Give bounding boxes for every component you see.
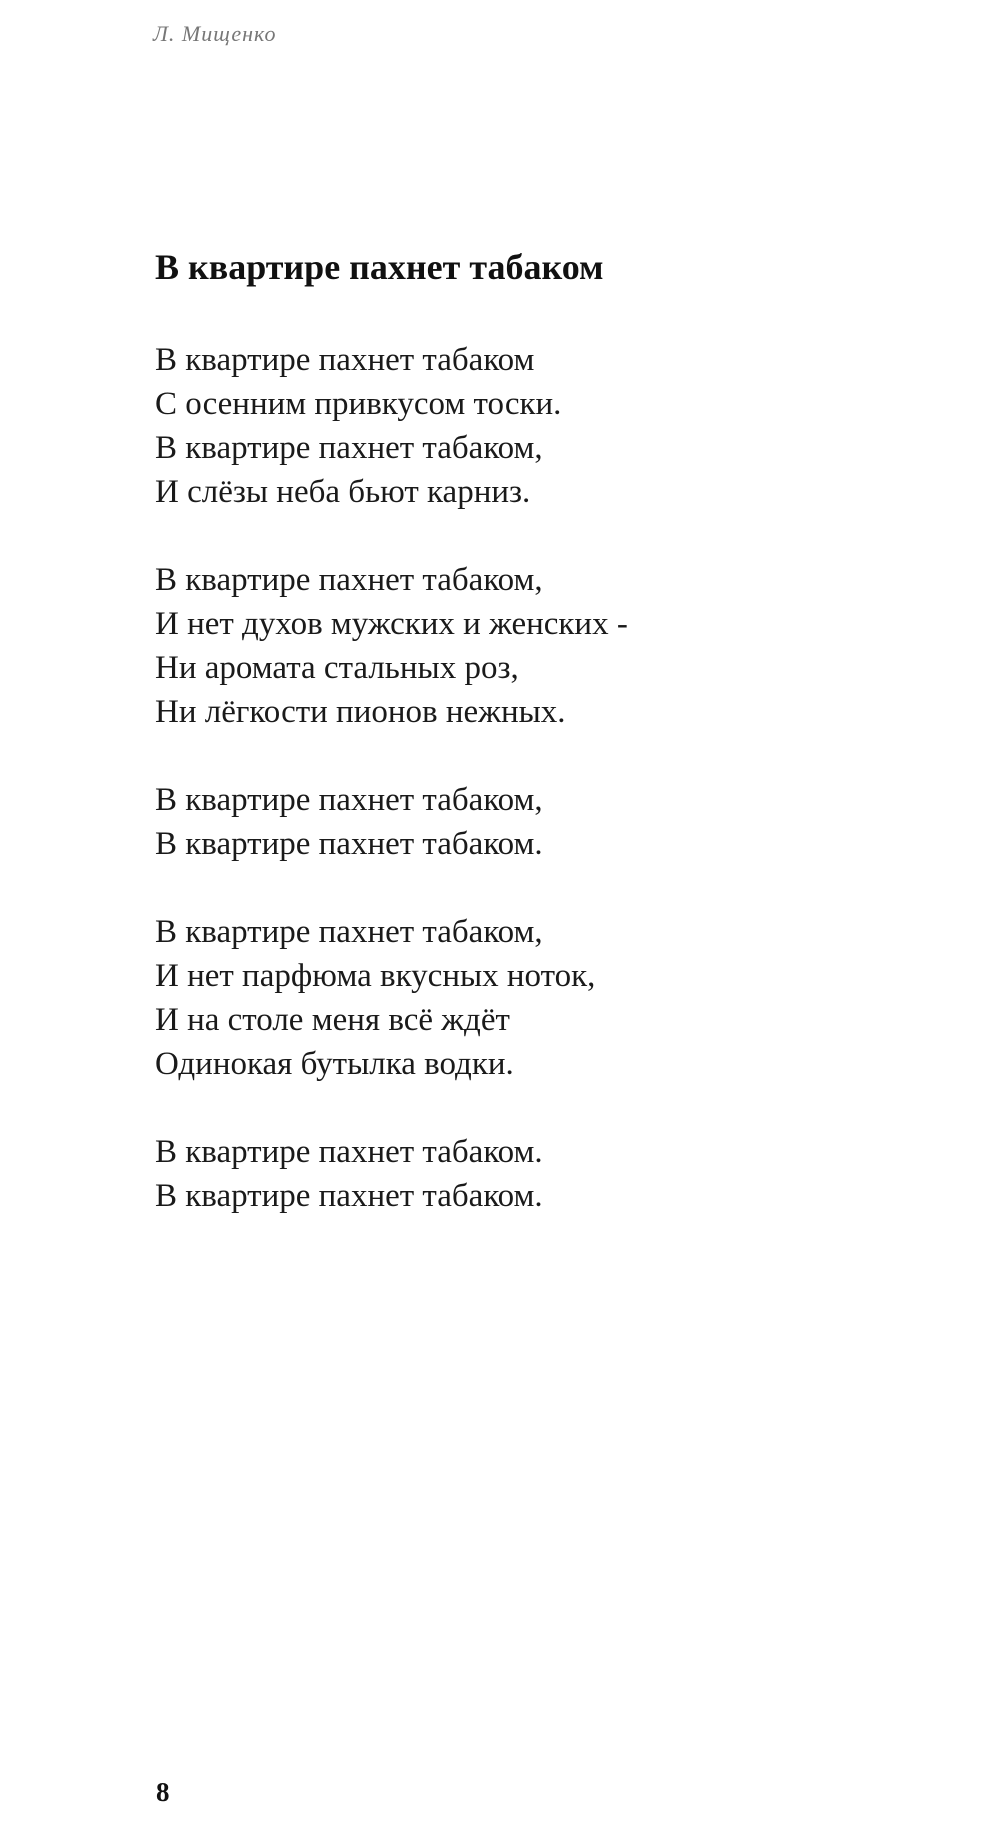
- poem-line: И слёзы неба бьют карниз.: [155, 474, 531, 510]
- poem-line: В квартире пахнет табаком,: [155, 782, 543, 818]
- page-number: 8: [156, 1777, 170, 1807]
- stanza-2: [155, 558, 915, 734]
- stanza-4: [155, 910, 915, 1086]
- poem-line: В квартире пахнет табаком.: [155, 1134, 543, 1170]
- stanza-5: [155, 1130, 915, 1218]
- running-head: Л. Мищенко: [153, 21, 277, 46]
- poem-line: И на столе меня всё ждёт: [155, 1002, 510, 1038]
- poem-line: В квартире пахнет табаком,: [155, 562, 543, 598]
- poem-line: В квартире пахнет табаком.: [155, 1178, 543, 1214]
- poem: [155, 242, 915, 1262]
- poem-line: В квартире пахнет табаком: [155, 342, 535, 378]
- poem-title: В квартире пахнет табаком: [155, 247, 604, 287]
- poem-line: Одинокая бутылка водки.: [155, 1046, 514, 1082]
- poem-line: В квартире пахнет табаком,: [155, 914, 543, 950]
- poem-line: С осенним привкусом тоски.: [155, 386, 562, 422]
- poem-line: Ни аромата стальных роз,: [155, 650, 519, 686]
- stanza-1: [155, 338, 915, 514]
- poem-body: [155, 338, 915, 1218]
- poem-line: И нет парфюма вкусных ноток,: [155, 958, 596, 994]
- poem-line: Ни лёгкости пионов нежных.: [155, 694, 566, 730]
- stanza-3: [155, 778, 915, 866]
- poem-line: И нет духов мужских и женских -: [155, 606, 628, 642]
- poem-line: В квартире пахнет табаком.: [155, 826, 543, 862]
- poem-line: В квартире пахнет табаком,: [155, 430, 543, 466]
